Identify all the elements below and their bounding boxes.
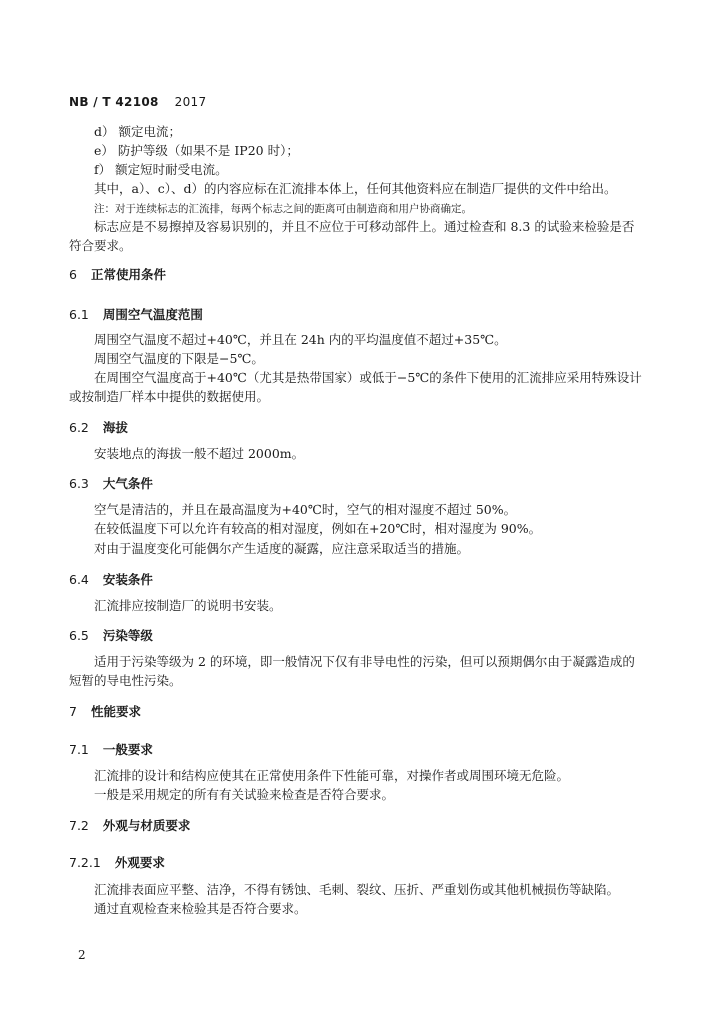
paragraph: 在较低温度下可以允许有较高的相对湿度，例如在+20℃时，相对湿度为 90%。 [94,521,542,536]
section-title: 正常使用条件 [90,267,166,282]
standard-number: NB / T 42108 [69,95,159,109]
section-6-5-heading [69,628,153,644]
section-number: 6.1 [69,307,89,322]
section-number: 6.4 [69,572,89,587]
page-number: 2 [78,948,86,962]
section-number: 7.1 [69,742,89,757]
section-7-2-heading [69,818,190,834]
section-title: 一般要求 [102,742,153,757]
paragraph-continuation: 或按制造厂样本中提供的数据使用。 [69,389,270,404]
paragraph: 周围空气温度不超过+40℃，并且在 24h 内的平均温度值不超过+35℃。 [94,332,507,347]
section-6-2-heading [69,420,128,436]
standard-year: 2017 [174,95,207,109]
paragraph: 周围空气温度的下限是−5℃。 [94,351,264,366]
section-number: 6.2 [69,420,89,435]
section-title: 大气条件 [102,476,153,491]
section-6-heading [69,267,166,283]
section-6-1-heading [69,307,203,323]
section-7-heading [69,704,141,720]
list-item-e: e） 防护等级（如果不是 IP20 时）； [94,143,299,158]
list-item-f: f） 额定短时耐受电流。 [94,162,228,177]
note: 注：对于连续标志的汇流排，每两个标志之间的距离可由制造商和用户协商确定。 [94,203,472,215]
section-title: 污染等级 [102,628,153,643]
paragraph: 汇流排的设计和结构应使其在正常使用条件下性能可靠，对操作者或周围环境无危险。 [94,768,570,783]
standard-header [69,95,206,109]
section-title: 外观与材质要求 [102,818,191,833]
marking-rule-line-2: 符合要求。 [69,238,132,253]
section-6-3-heading [69,476,153,492]
section-number: 6.5 [69,628,89,643]
section-number: 7.2 [69,818,89,833]
list-item-d: d） 额定电流； [94,124,181,139]
marking-rule-line-1: 标志应是不易擦掉及容易识别的，并且不应位于可移动部件上。通过检查和 8.3 的试验来检验是否 [94,219,635,234]
marking-paragraph: 其中，a）、c）、d）的内容应标在汇流排本体上，任何其他资料应在制造厂提供的文件中给出。 [94,181,617,196]
section-6-4-heading [69,572,153,588]
section-7-1-heading [69,742,153,758]
section-title: 外观要求 [114,855,165,870]
paragraph: 适用于污染等级为 2 的环境，即一般情况下仅有非导电性的污染，但可以预期偶尔由于凝露造成的 [94,654,635,669]
paragraph: 通过直观检查来检验其是否符合要求。 [94,901,307,916]
paragraph: 在周围空气温度高于+40℃（尤其是热带国家）或低于−5℃的条件下使用的汇流排应采用特殊设计 [94,370,642,385]
section-7-2-1-heading [69,855,165,871]
paragraph: 汇流排应按制造厂的说明书安装。 [94,598,282,613]
paragraph: 安装地点的海拔一般不超过 2000m。 [94,446,305,461]
section-title: 周围空气温度范围 [102,307,203,322]
paragraph: 一般是采用规定的所有有关试验来检查是否符合要求。 [94,787,395,802]
section-title: 海拔 [102,420,128,435]
section-number: 7 [69,704,77,719]
paragraph: 对由于温度变化可能偶尔产生适度的凝露，应注意采取适当的措施。 [94,541,470,556]
section-number: 7.2.1 [69,855,101,870]
paragraph: 空气是清洁的，并且在最高温度为+40℃时，空气的相对湿度不超过 50%。 [94,502,517,517]
paragraph-continuation: 短暂的导电性污染。 [69,673,182,688]
section-title: 性能要求 [90,704,141,719]
paragraph: 汇流排表面应平整、洁净，不得有锈蚀、毛刺、裂纹、压折、严重划伤或其他机械损伤等缺陷。 [94,882,620,897]
section-number: 6 [69,267,77,282]
section-number: 6.3 [69,476,89,491]
section-title: 安装条件 [102,572,153,587]
